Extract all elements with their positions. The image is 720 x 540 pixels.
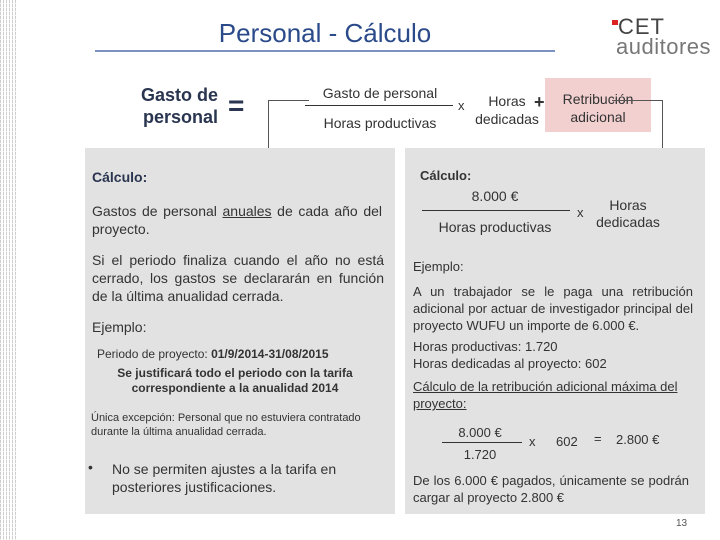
- bullet-icon: •: [88, 459, 93, 475]
- formula-retribucion-line1: Retribución: [562, 91, 634, 107]
- left-paragraph2: Si el periodo finaliza cuando el año no está cerrado, los gastos se declararán en función de la última anualidad cerrada.: [92, 252, 384, 304]
- right-calc-den: 1.720: [463, 447, 497, 462]
- title-underline: [95, 50, 555, 52]
- formula-fraction-line: [305, 105, 453, 106]
- left-periodo-label: Periodo de proyecto:: [97, 347, 212, 361]
- left-ejemplo: Ejemplo:: [92, 319, 147, 335]
- right-conclusion: De los 6.000 € pagados, únicamente se podrán cargar al proyecto 2.800 €: [413, 473, 689, 505]
- page-title: Personal - Cálculo: [218, 18, 432, 48]
- formula-times: x: [458, 98, 465, 113]
- right-calc-equals: =: [594, 431, 602, 446]
- formula-lhs: [130, 84, 218, 128]
- page-number: 13: [676, 518, 688, 529]
- formula-horas-line1: Horas: [488, 93, 526, 109]
- formula-lhs-line1: Gasto de: [140, 85, 218, 105]
- formula-horas-line2: dedicadas: [475, 111, 539, 127]
- left-p1-underlined: anuales: [222, 203, 272, 219]
- logo-line2: auditores: [616, 34, 712, 59]
- right-calc-line: [442, 442, 522, 443]
- right-calc-result: 2.800 €: [616, 432, 660, 447]
- company-logo: [612, 14, 712, 59]
- left-justificacion: Se justificará todo el periodo con la tarifa correspondiente a la anualidad 2014: [117, 366, 353, 395]
- right-calc-num: 8.000 €: [458, 425, 502, 440]
- right-horas-line1: Horas: [609, 197, 647, 213]
- formula-numerator: Gasto de personal: [322, 85, 438, 101]
- right-calc-hours: 602: [556, 434, 578, 449]
- left-bullet-text: No se permiten ajustes a la tarifa en posteriores justificaciones.: [112, 461, 337, 495]
- right-heading: Cálculo:: [420, 168, 472, 183]
- right-calc-title: Cálculo de la retribución adicional máxima del proyecto:: [413, 379, 678, 411]
- right-ejemplo: Ejemplo:: [413, 259, 464, 274]
- left-p1-b: de cada año del proyecto.: [92, 203, 383, 237]
- logo-line1: CET: [618, 14, 665, 39]
- right-paragraph1: A un trabajador se le paga una retribución adicional por actuar de investigador principal del proyecto WUFU un importe de 6.000 €.: [413, 284, 693, 333]
- left-connector: [268, 100, 309, 151]
- decorative-stripe-overlay: [0, 0, 18, 540]
- formula-lhs-line2: personal: [142, 107, 218, 127]
- formula-equals: =: [228, 90, 245, 121]
- right-horas-productivas: Horas productivas: 1.720: [413, 339, 558, 354]
- formula-plus: +: [534, 92, 545, 112]
- left-periodo: [97, 345, 329, 363]
- left-heading: Cálculo:: [92, 169, 148, 185]
- left-paragraph1: [92, 202, 382, 238]
- right-calc-times: x: [529, 434, 536, 449]
- right-formula-num: 8.000 €: [471, 188, 519, 204]
- formula-denominator: Horas productivas: [323, 115, 437, 131]
- formula-retribucion-line2: adicional: [570, 109, 626, 125]
- right-formula-horas: [588, 197, 668, 231]
- right-formula-times: x: [577, 205, 584, 220]
- right-formula-den: Horas productivas: [438, 219, 552, 235]
- right-horas-dedicadas: Horas dedicadas al proyecto: 602: [413, 356, 607, 371]
- left-p1-a: Gastos de personal: [92, 203, 223, 219]
- left-periodo-value: 01/9/2014-31/08/2015: [211, 347, 329, 361]
- right-horas-line2: dedicadas: [596, 214, 660, 230]
- left-excepcion: Única excepción: Personal que no estuviera contratado durante la última anualidad cerrada.: [91, 412, 361, 438]
- right-connector: [612, 100, 663, 151]
- right-formula-line: [422, 210, 570, 211]
